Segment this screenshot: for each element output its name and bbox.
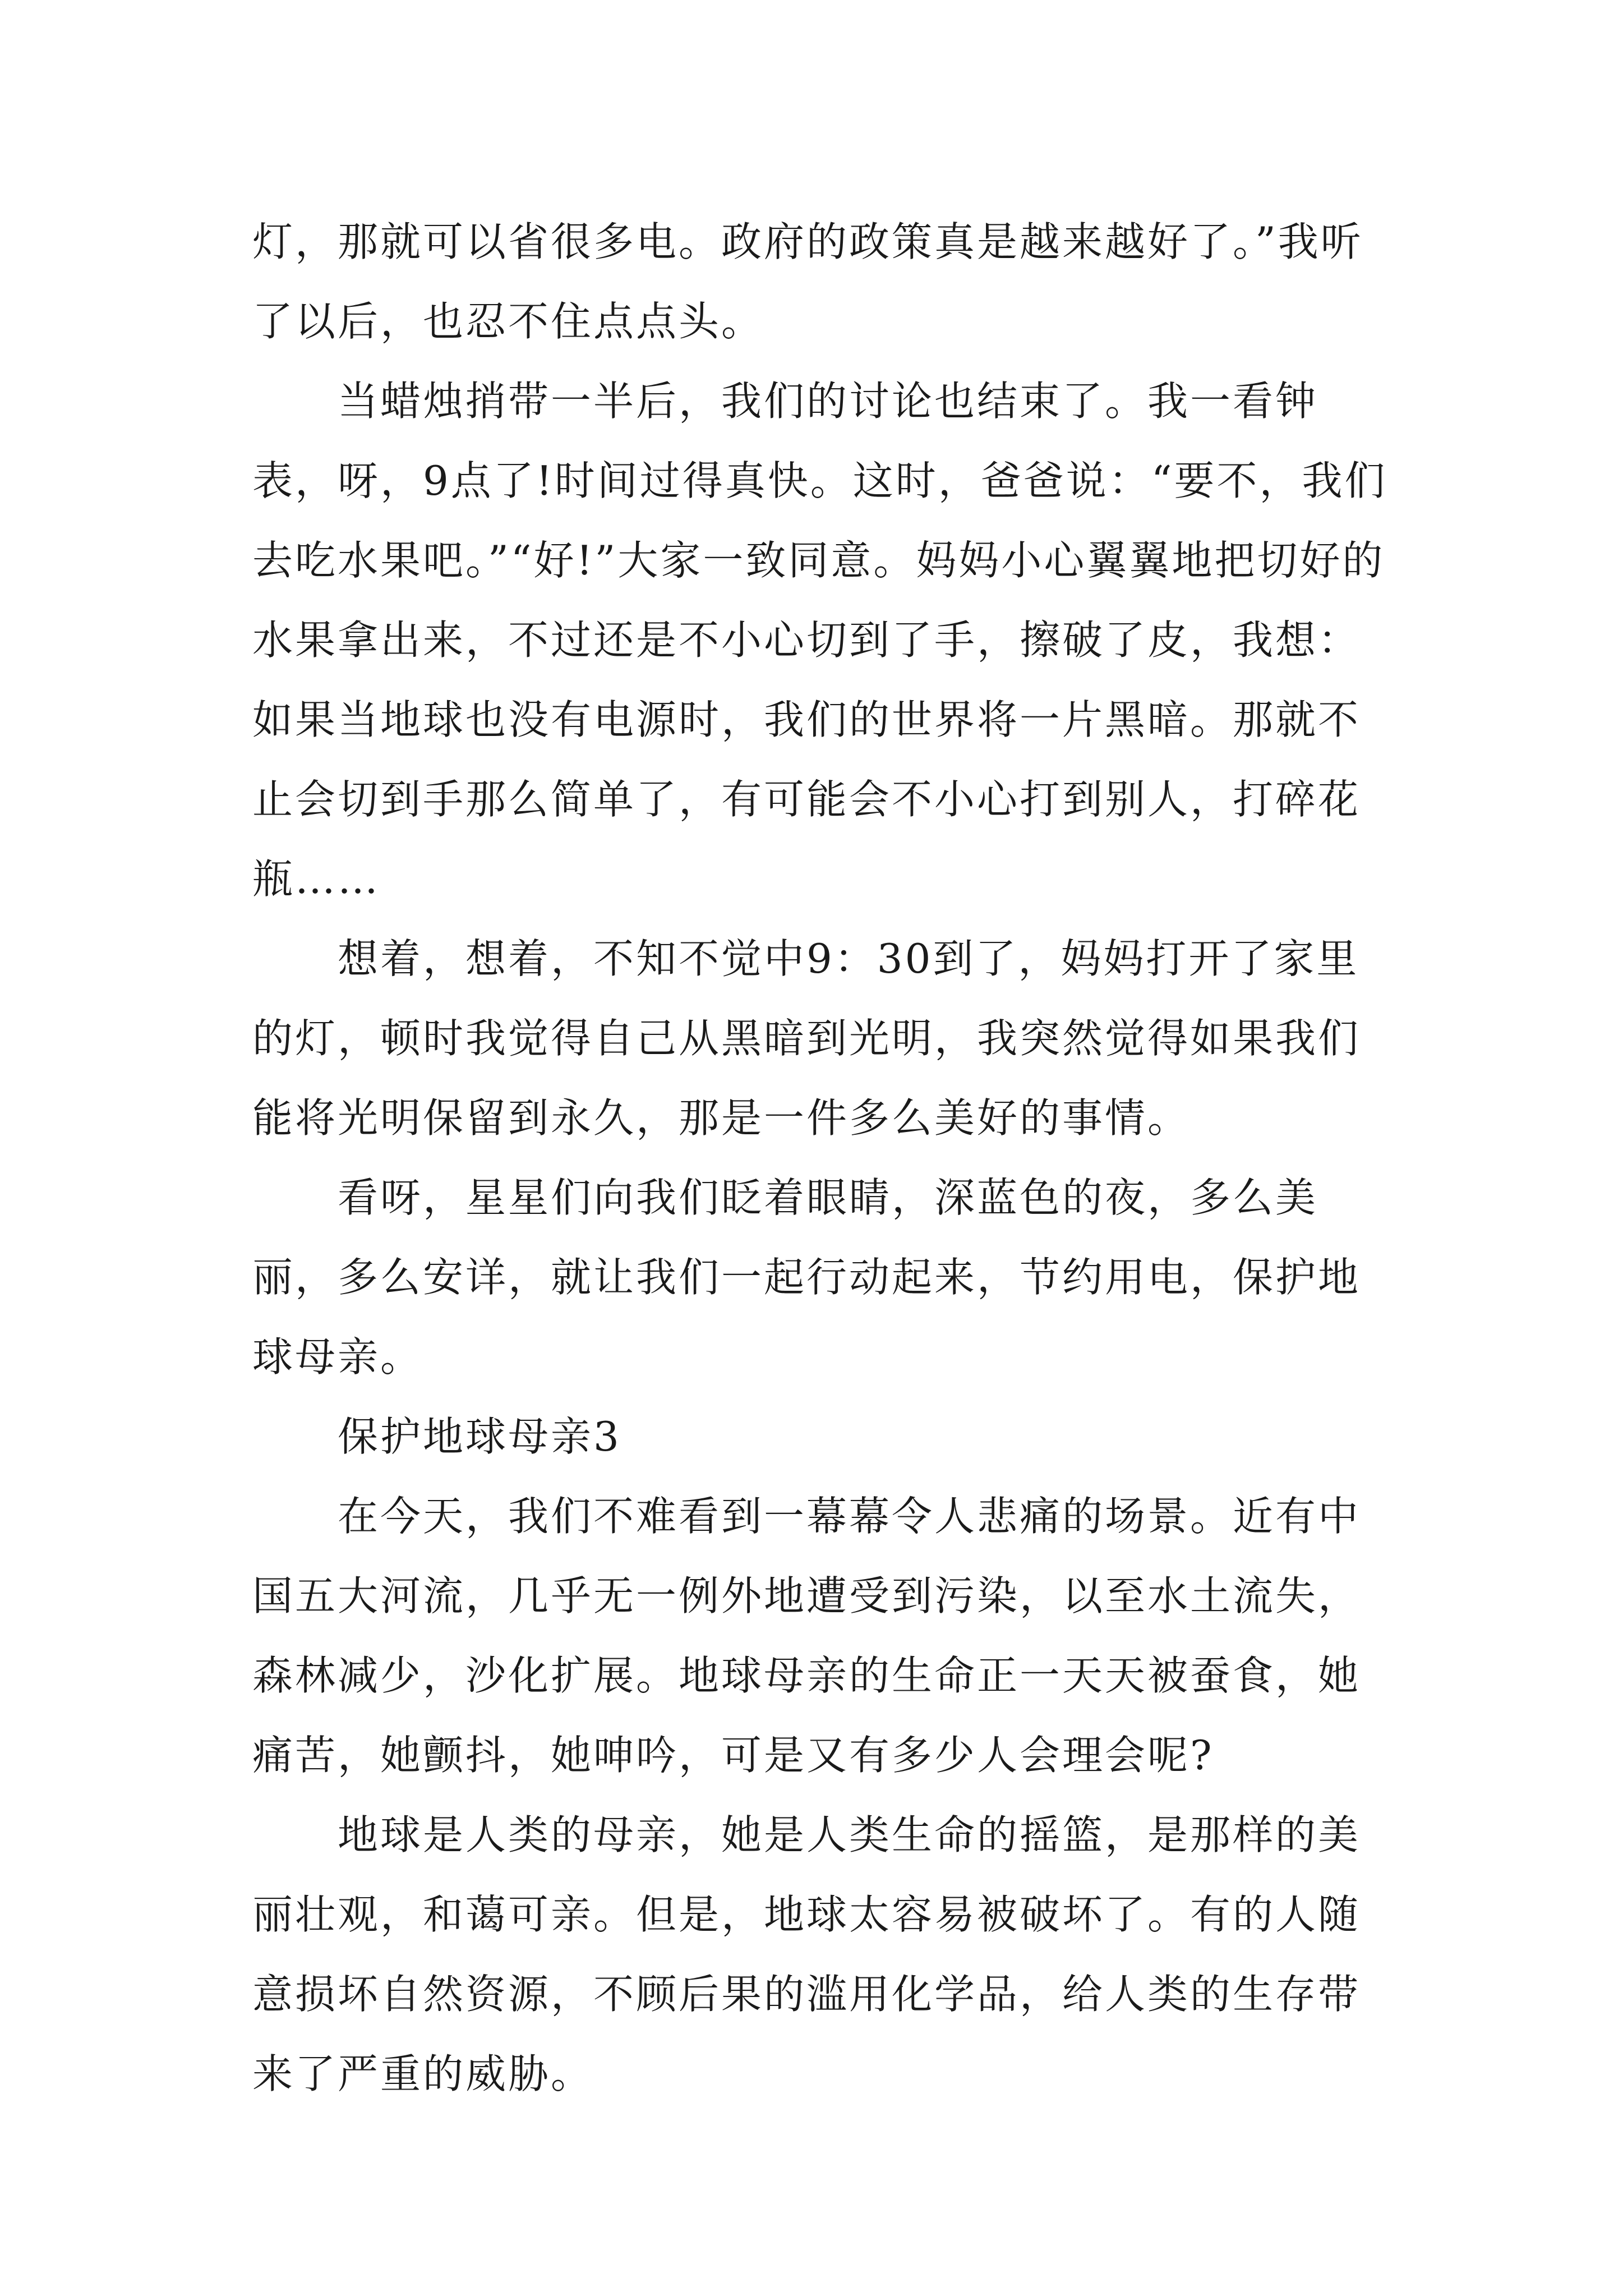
paragraph-1: 灯，那就可以省很多电。政府的政策真是越来越好了。”我听了以后，也忍不住点点头。 [252, 218, 1363, 345]
body-text [252, 202, 1391, 2114]
paragraph-3: 想着，想着，不知不觉中9：30到了，妈妈打开了家里的灯，顿时我觉得自己从黑暗到光明，我突然觉得如果我们能将光明保留到永久，那是一件多么美好的事情。 [252, 935, 1361, 1142]
paragraph-2: 当蜡烛捎带一半后，我们的讨论也结束了。我一看钟表，呀，9点了!时间过得真快。这时，爸爸说：“要不，我们去吃水果吧。”“好!”大家一致同意。妈妈小心翼翼地把切好的水果拿出来，不过还是不小心切到了手，擦破了皮，我想：如果当地球也没有电源时，我们的世界将一片黑暗。那就不止会切到手那么简单了，有可能会不小心打到别人，打碎花瓶…… [252, 378, 1387, 903]
section-heading: 保护地球母亲3 [338, 1413, 621, 1460]
paragraph-6: 地球是人类的母亲，她是人类生命的摇篮，是那样的美丽壮观，和蔼可亲。但是，地球太容易被破坏了。有的人随意损坏自然资源，不顾后果的滥用化学品，给人类的生存带来了严重的威胁。 [252, 1811, 1361, 2097]
paragraph-4: 看呀，星星们向我们眨着眼睛，深蓝色的夜，多么美丽，多么安详，就让我们一起行动起来，节约用电，保护地球母亲。 [252, 1174, 1361, 1381]
paragraph-5: 在今天，我们不难看到一幕幕令人悲痛的场景。近有中国五大河流，几乎无一例外地遭受到污染，以至水土流失，森林减少，沙化扩展。地球母亲的生命正一天天被蚕食，她痛苦，她颤抖，她呻吟，可是又有多少人会理会呢? [252, 1493, 1361, 1779]
